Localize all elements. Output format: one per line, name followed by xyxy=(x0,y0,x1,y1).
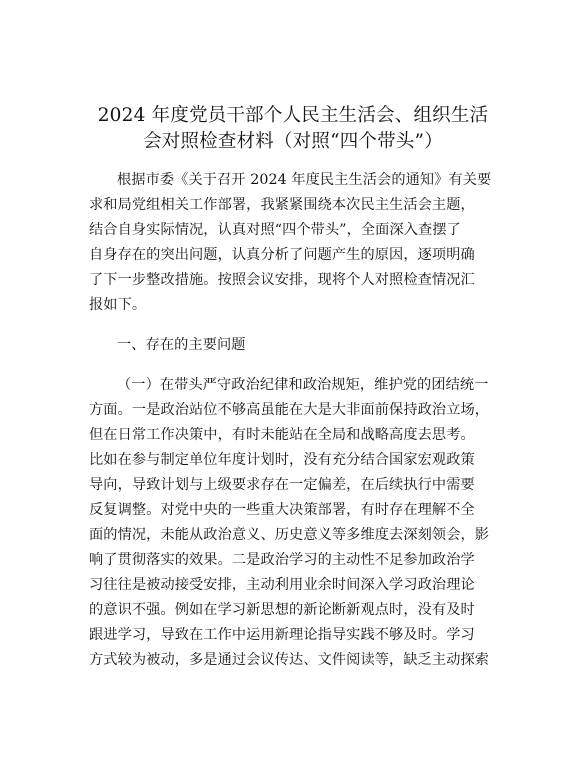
section-paragraph-line: 方式较为被动，多是通过会议传达、文件阅读等，缺乏主动探索 xyxy=(89,652,490,668)
section-paragraph-line: 的意识不强。例如在学习新思想的新论断新观点时，没有及时 xyxy=(89,602,475,618)
section-heading: 一、存在的主要问题 xyxy=(117,337,246,353)
document-title-line-2: 会对照检查材料（对照“四个带头”） xyxy=(143,131,443,152)
intro-paragraph-line: 了下一步整改措施。按照会议安排，现将个人对照检查情况汇 xyxy=(89,272,475,288)
intro-paragraph-line: 根据市委《关于召开 2024 年度民主生活会的通知》有关要 xyxy=(117,172,492,188)
document-title-line-1: 2024 年度党员干部个人民主生活会、组织生活 xyxy=(97,105,489,126)
intro-paragraph-line: 自身存在的突出问题，认真分析了问题产生的原因，逐项明确 xyxy=(89,247,475,263)
section-paragraph-line: 习往往是被动接受安排，主动利用业余时间深入学习政治理论 xyxy=(89,577,475,593)
intro-paragraph-line: 结合自身实际情况，认真对照“四个带头”，全面深入查摆了 xyxy=(89,222,461,238)
section-paragraph-line: 但在日常工作决策中，有时未能站在全局和战略高度去思考。 xyxy=(89,427,475,443)
section-paragraph-line: 面的情况，未能从政治意义、历史意义等多维度去深刻领会，影 xyxy=(89,527,490,543)
section-paragraph-line: 导向，导致计划与上级要求存在一定偏差，在后续执行中需要 xyxy=(89,477,475,493)
section-paragraph-line: （一）在带头严守政治纪律和政治规矩，维护党的团结统一 xyxy=(117,377,489,393)
intro-paragraph-line: 求和局党组相关工作部署，我紧紧围绕本次民主生活会主题， xyxy=(89,197,475,213)
section-paragraph-line: 响了贯彻落实的效果。二是政治学习的主动性不足参加政治学 xyxy=(89,552,475,568)
section-paragraph-line: 跟进学习，导致在工作中运用新理论指导实践不够及时。学习 xyxy=(89,627,475,643)
intro-paragraph-line: 报如下。 xyxy=(89,297,147,313)
section-paragraph-line: 方面。一是政治站位不够高虽能在大是大非面前保持政治立场， xyxy=(89,402,490,418)
section-paragraph-line: 比如在参与制定单位年度计划时，没有充分结合国家宏观政策 xyxy=(89,452,475,468)
section-paragraph-line: 反复调整。对党中央的一些重大决策部署，有时存在理解不全 xyxy=(89,502,475,518)
